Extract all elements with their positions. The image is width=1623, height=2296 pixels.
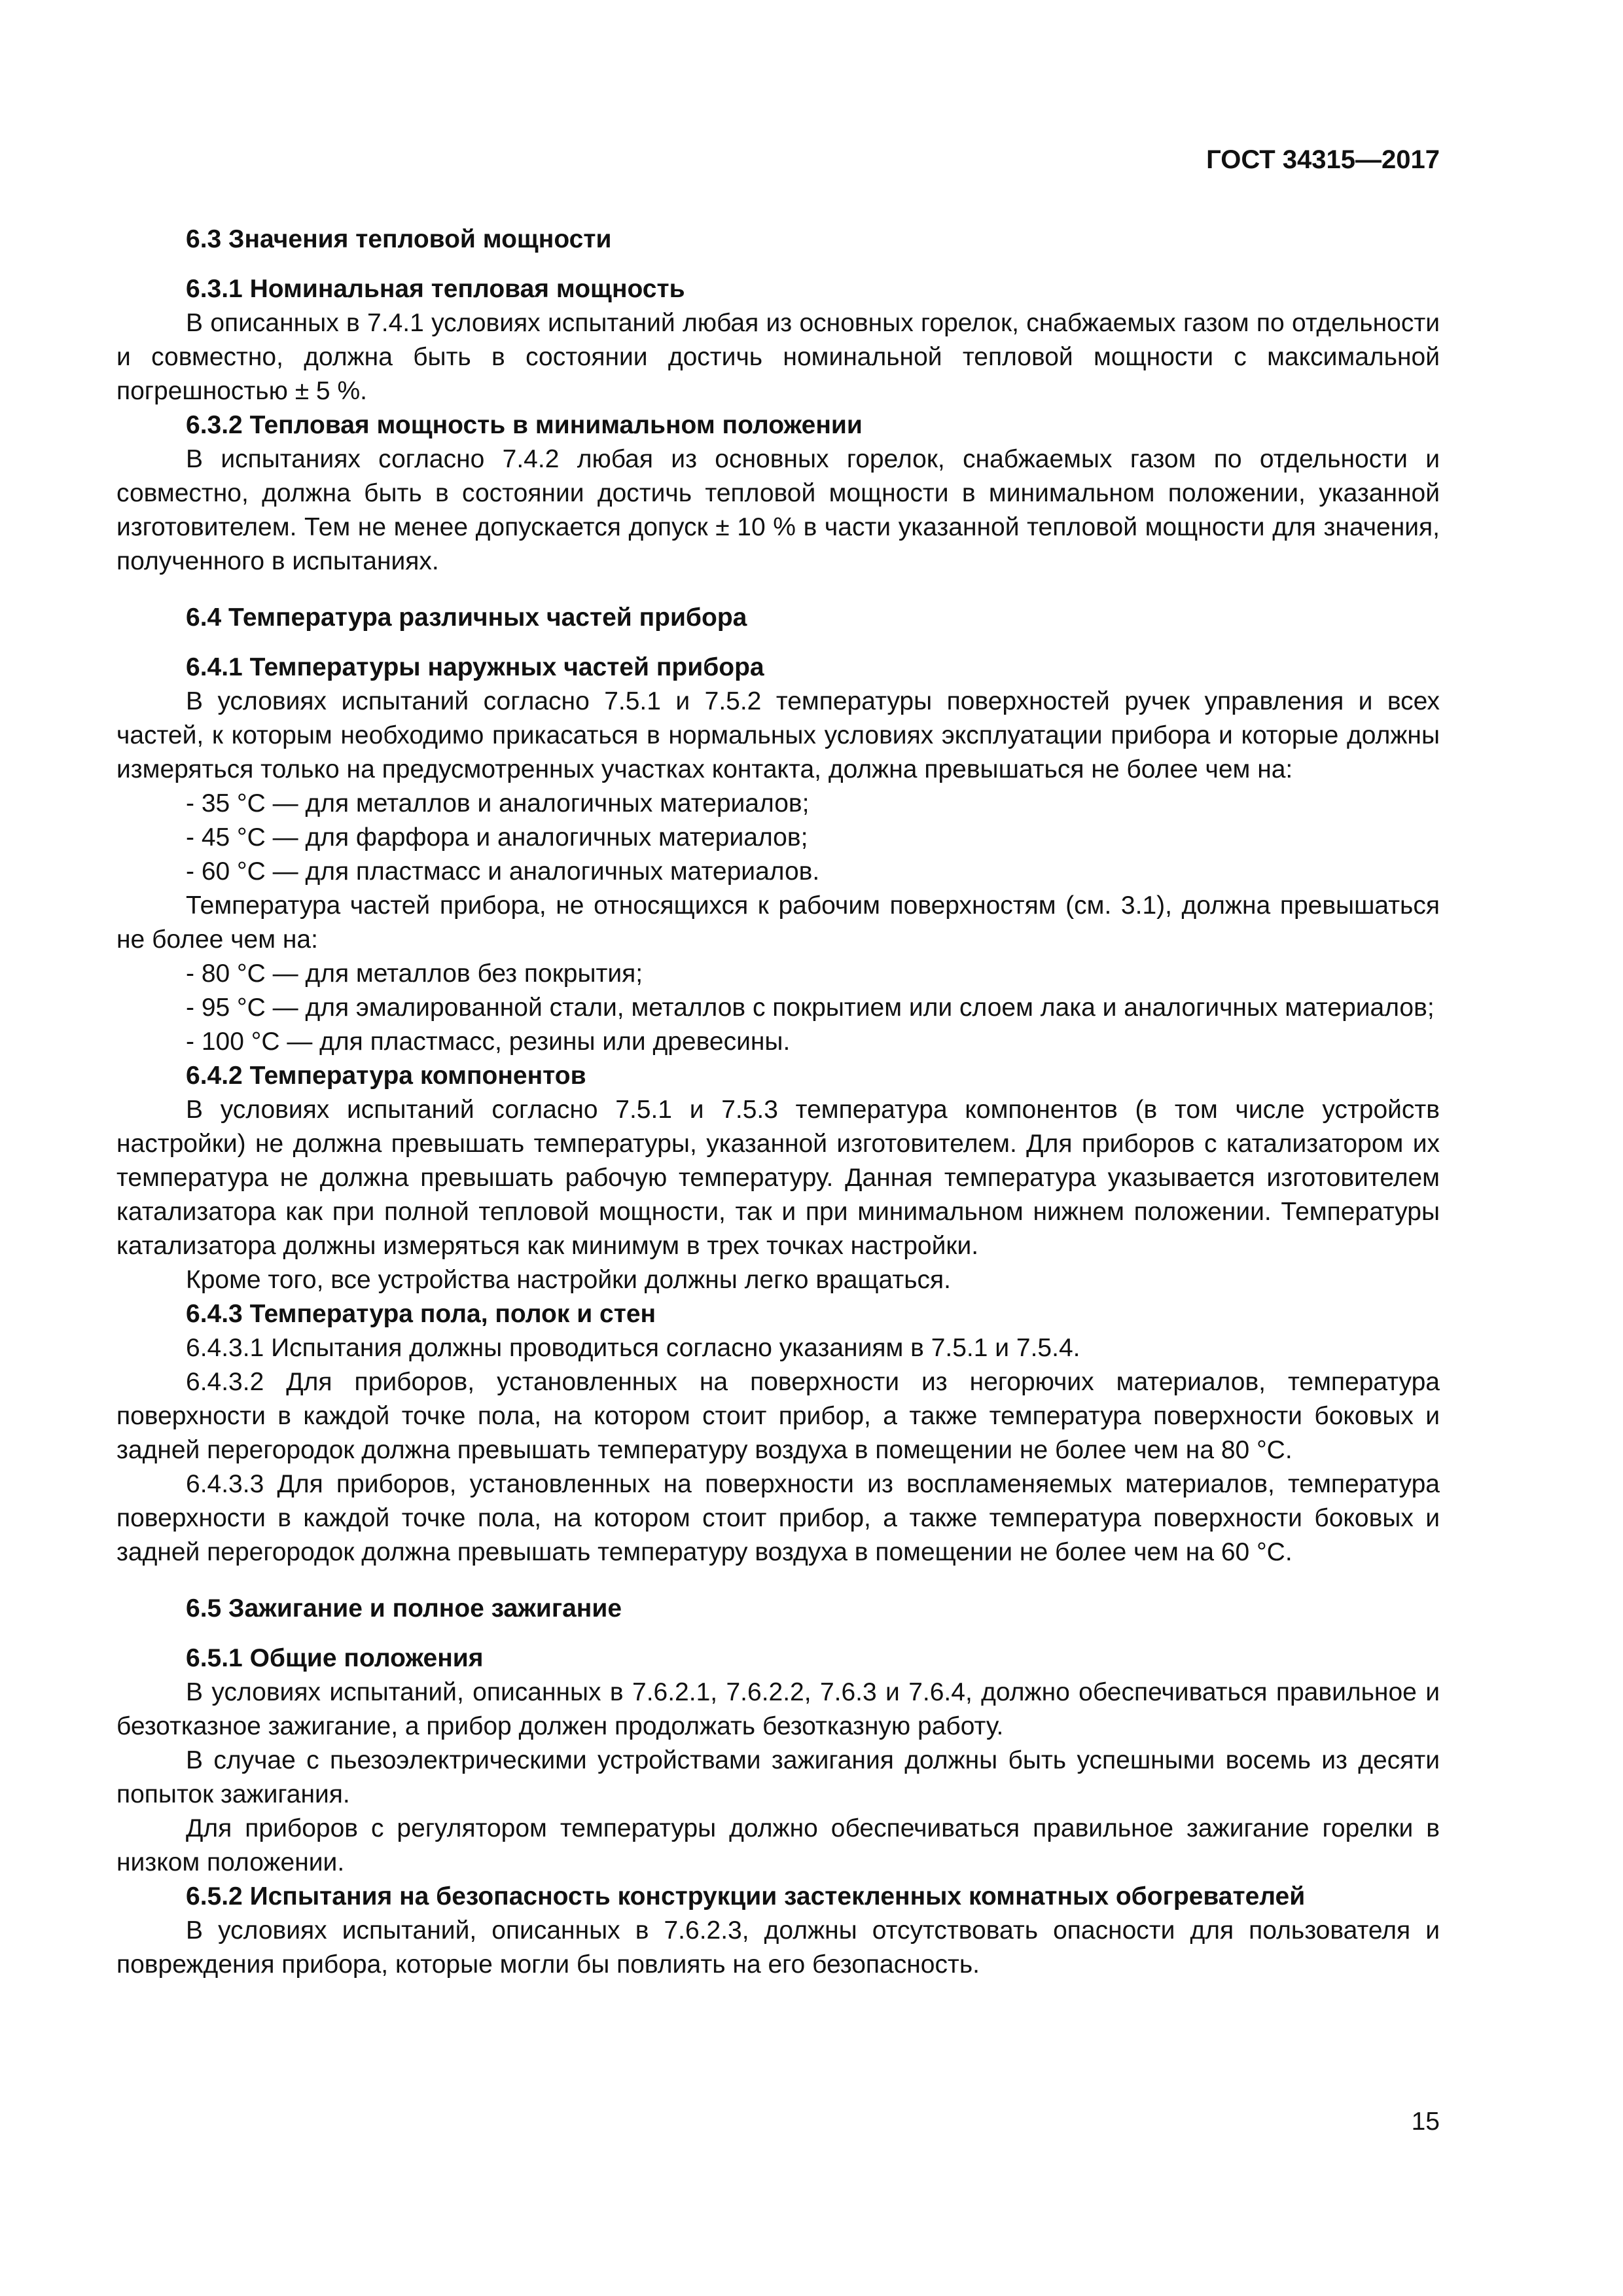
section-6-4-3-title: 6.4.3 Температура пола, полок и стен [186, 1300, 656, 1328]
list-item: - 60 °С — для пластмасс и аналогичных материалов. [186, 857, 820, 886]
section-6-3-2-title: 6.3.2 Тепловая мощность в минимальном положении [186, 411, 863, 439]
section-6-4-1-title: 6.4.1 Температуры наружных частей прибора [186, 653, 764, 681]
paragraph: В условиях испытаний согласно 7.5.1 и 7.5.2 температуры поверхностей ручек управления и всех частей, к которым необходимо прикасаться в нормальных условиях эксплуатации прибора и которые должны измеряться только на предусмотренных участках контакта, должна превышаться не более чем на: [116, 687, 1440, 783]
paragraph: 6.4.3.3 Для приборов, установленных на поверхности из воспламеняемых материалов, температура поверхности в каждой точке пола, на котором стоит прибор, а также температура поверхности боковых и задней перегородок должна превышать температуру воздуха в помещении не более чем на 60 °С. [116, 1470, 1440, 1566]
list-item: - 100 °С — для пластмасс, резины или древесины. [186, 1028, 791, 1056]
paragraph: Для приборов с регулятором температуры должно обеспечиваться правильное зажигание горелки в низком положении. [116, 1814, 1440, 1876]
section-6-5-title: 6.5 Зажигание и полное зажигание [186, 1594, 622, 1623]
list-item: - 35 °С — для металлов и аналогичных материалов; [186, 789, 810, 817]
paragraph: В условиях испытаний, описанных в 7.6.2.3, должны отсутствовать опасности для пользователя и повреждения прибора, которые могли бы повлиять на его безопасность. [116, 1916, 1440, 1979]
section-6-3-title: 6.3 Значения тепловой мощности [186, 225, 612, 253]
paragraph: В условиях испытаний, описанных в 7.6.2.1, 7.6.2.2, 7.6.3 и 7.6.4, должно обеспечиваться правильное и безотказное зажигание, а прибор должен продолжать безотказную работу. [116, 1678, 1440, 1740]
section-6-5-2-title: 6.5.2 Испытания на безопасность конструкции застекленных комнатных обогревателей [186, 1882, 1306, 1910]
section-6-3-1-title: 6.3.1 Номинальная тепловая мощность [186, 275, 685, 303]
section-6-5-1-title: 6.5.1 Общие положения [186, 1644, 484, 1672]
paragraph: В описанных в 7.4.1 условиях испытаний любая из основных горелок, снабжаемых газом по отдельности и совместно, должна быть в состоянии достичь номинальной тепловой мощности с максимальной погрешностью ± 5 %. [116, 309, 1440, 405]
paragraph: 6.4.3.2 Для приборов, установленных на поверхности из негорючих материалов, температура поверхности в каждой точке пола, на котором стоит прибор, а также температура поверхности боковых и задней перегородок должна превышать температуру воздуха в помещении не более чем на 80 °С. [116, 1368, 1440, 1464]
list-item: - 95 °С — для эмалированной стали, металлов с покрытием или слоем лака и аналогичных материалов; [186, 994, 1435, 1022]
paragraph: Температура частей прибора, не относящихся к рабочим поверхностям (см. 3.1), должна превышаться не более чем на: [116, 891, 1440, 954]
page-number: 15 [1411, 2108, 1440, 2136]
standard-header: ГОСТ 34315—2017 [1206, 145, 1440, 174]
list-item: - 80 °С — для металлов без покрытия; [186, 960, 643, 988]
section-6-4-title: 6.4 Температура различных частей прибора [186, 603, 747, 632]
paragraph: Кроме того, все устройства настройки должны легко вращаться. [186, 1266, 951, 1294]
list-item: - 45 °С — для фарфора и аналогичных материалов; [186, 823, 808, 852]
paragraph: В случае с пьезоэлектрическими устройствами зажигания должны быть успешными восемь из десяти попыток зажигания. [116, 1746, 1440, 1808]
paragraph: В условиях испытаний согласно 7.5.1 и 7.5.3 температура компонентов (в том числе устройств настройки) не должна превышать температуры, указанной изготовителем. Для приборов с катализатором их температура не должна превышать рабочую температуру. Данная температура указывается изготовителем катализатора как при полной тепловой мощности, так и при минимальном нижнем положении. Температуры катализатора должны измеряться как минимум в трех точках настройки. [116, 1096, 1440, 1260]
paragraph: 6.4.3.1 Испытания должны проводиться согласно указаниям в 7.5.1 и 7.5.4. [186, 1334, 1080, 1362]
section-6-4-2-title: 6.4.2 Температура компонентов [186, 1062, 586, 1090]
document-body [116, 223, 1440, 1982]
paragraph: В испытаниях согласно 7.4.2 любая из основных горелок, снабжаемых газом по отдельности и совместно, должна быть в состоянии достичь тепловой мощности в минимальном положении, указанной изготовителем. Тем не менее допускается допуск ± 10 % в части указанной тепловой мощности для значения, полученного в испытаниях. [116, 445, 1440, 575]
